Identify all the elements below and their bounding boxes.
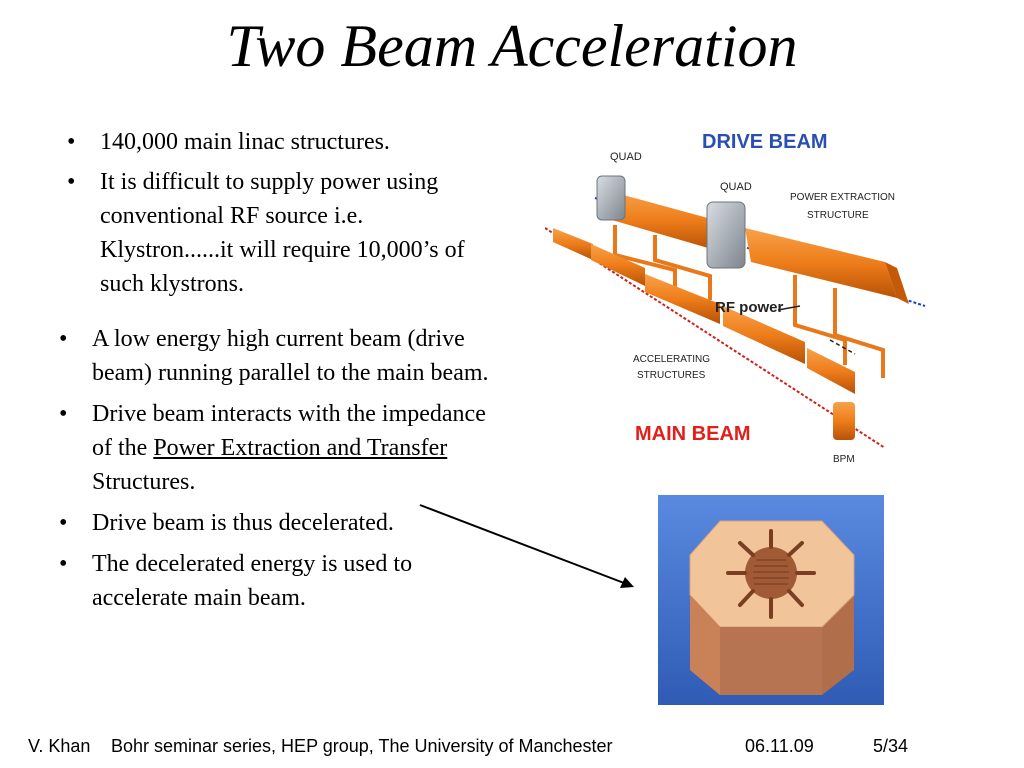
footer-date: 06.11.09	[745, 736, 814, 756]
bullet-text-pre: Drive beam interacts with the impedance of the	[92, 401, 486, 461]
main-beam-label: MAIN BEAM	[635, 423, 751, 445]
bullet-marker: •	[59, 326, 68, 352]
drive-beam-label: DRIVE BEAM	[702, 131, 828, 153]
bullet-marker: •	[59, 551, 68, 577]
bullet-text-post: Structures.	[92, 469, 196, 495]
bullet-marker: •	[59, 510, 68, 536]
pets-label: POWER EXTRACTION	[790, 192, 896, 203]
accelerating-structures-label: STRUCTURES	[637, 370, 706, 381]
rf-power-label: RF power	[715, 299, 784, 316]
slide-title: Two Beam Acceleration	[226, 13, 798, 79]
bullet-marker: •	[67, 129, 76, 155]
bullet-text: Drive beam is thus decelerated.	[92, 510, 394, 536]
bullet-text: 140,000 main linac structures.	[100, 129, 390, 155]
bullet-marker: •	[59, 401, 68, 427]
bullet-marker: •	[67, 169, 76, 195]
accelerating-structures-label: ACCELERATING	[633, 354, 711, 365]
pets-underlined-text: Power Extraction and Transfer	[153, 435, 448, 461]
bullet-text: It is difficult to supply power using conventional RF source i.e. Klystron......it will require 10,000’s of such klystrons.	[100, 169, 465, 297]
quad-label: QUAD	[610, 151, 642, 163]
footer-page-number: 5/34	[873, 736, 909, 756]
bullet-text: The decelerated energy is used to accelerate main beam.	[92, 551, 413, 611]
footer-series: Bohr seminar series, HEP group, The University of Manchester	[111, 736, 613, 756]
footer-author: V. Khan	[28, 736, 91, 756]
pets-label: STRUCTURE	[807, 210, 869, 221]
bpm-label: BPM	[833, 454, 855, 465]
bullet-text: A low energy high current beam (drive beam) running parallel to the main beam.	[92, 326, 489, 386]
quad-label: QUAD	[720, 181, 752, 193]
